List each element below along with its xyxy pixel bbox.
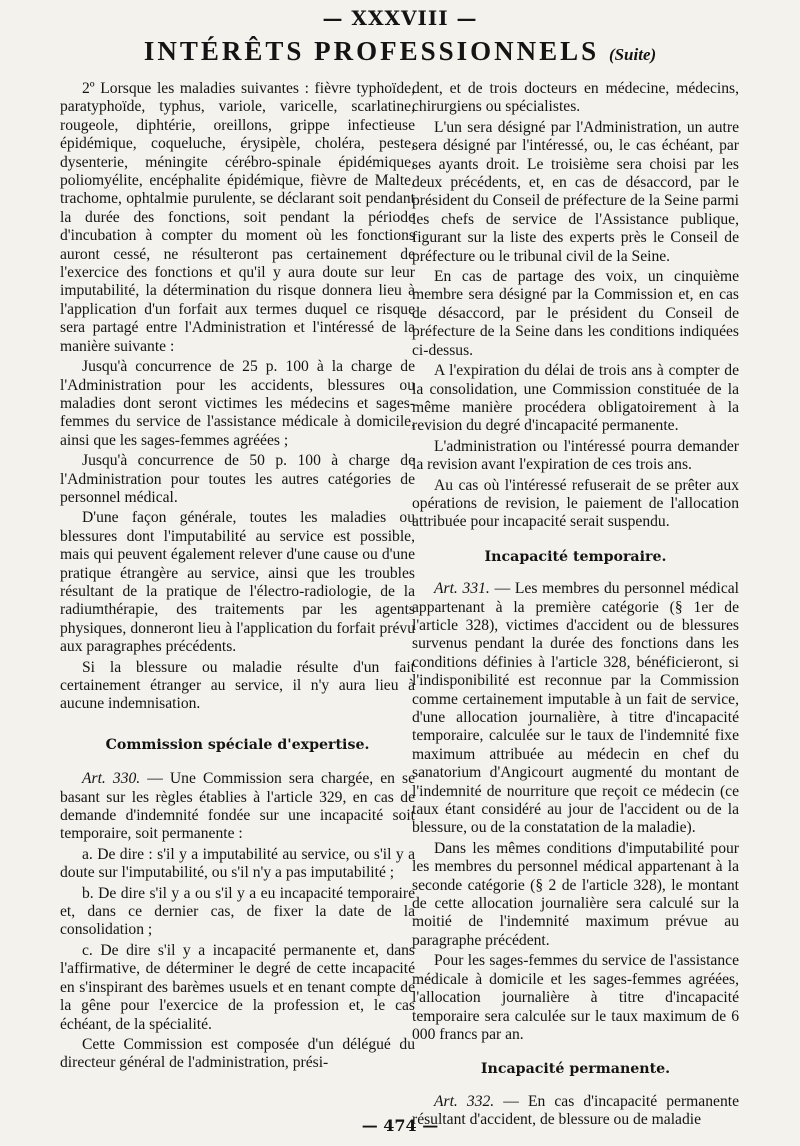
paragraph: Cette Commission est composée d'un délégué du directeur général de l'administration, prési- — [60, 1035, 415, 1072]
page-title — [0, 36, 800, 67]
paragraph: En cas de partage des voix, un cinquième membre sera désigné par la Commission et, en cas de désaccord, par le président du Conseil de préfecture de la Seine dans les conditions indiquées ci-dessus. — [412, 268, 739, 359]
right-column — [412, 80, 739, 1132]
paragraph: A l'expiration du délai de trois ans à compter de la consolidation, une Commission constituée de la même manière procédera obligatoirement à la revision du degré d'incapacité permanente. — [412, 362, 739, 435]
paragraph: L'un sera désigné par l'Administration, un autre sera désigné par l'intéressé, ou, le cas échéant, par ses ayants droit. Le troisième sera choisi par les deux précédents, et, en cas de désaccord, par le président du Conseil de préfecture de la Seine parmi les chefs de service de l'Assistance publique, figurant sur la liste des experts près le Conseil de préfecture ou le tribunal civil de la Seine. — [412, 118, 739, 265]
paragraph: dent, et de trois docteurs en médecine, médecins, chirurgiens ou spécialistes. — [412, 80, 739, 116]
page-number-bottom: — 474 — — [361, 1116, 439, 1135]
article-text: — En cas d'incapacité permanente résultant d'accident, de blessure ou de maladie — [412, 1092, 739, 1129]
paragraph: D'une façon générale, toutes les maladies ou blessures dont l'imputabilité au service est possible, mais qui peuvent également relever d'une cause ou d'une pratique étrangère au service, ainsi que les troubles résultant de la pratique de l'électro-radiologie, de la radiumthérapie, des traitements par les agents physiques, donneront lieu à l'application du forfait prévu aux paragraphes précédents. — [60, 509, 415, 656]
article-paragraph — [60, 770, 415, 844]
page-title-text: INTÉRÊTS PROFESSIONNELS — [143, 36, 600, 66]
page-title-suffix: (Suite) — [608, 45, 657, 64]
article-text: — Une Commission sera chargée, en se basant sur les règles établies à l'article 329, en cas de demande d'indemnité fondée sur une incapacité soit temporaire, soit permanente : — [60, 770, 415, 843]
article-number: Art. 331. — [434, 580, 490, 598]
paragraph: Jusqu'à concurrence de 25 p. 100 à la charge de l'Administration pour les accidents, blessures ou maladies dont seront victimes les médecins et sages-femmes du service de l'assistance médicale à domicile, ainsi que les sages-femmes agréées ; — [60, 358, 415, 449]
list-item: c. De dire s'il y a incapacité permanente et, dans l'affirmative, de déterminer le degré de cette incapacité en s'inspirant des barèmes usuels et en tenant compte de la gêne pour l'exercice de la profession et, le cas échéant, de la spécialité. — [60, 941, 415, 1033]
list-item: a. De dire : s'il y a imputabilité au service, ou s'il y a doute sur l'imputabilité, ou s'il n'y a pas imputabilité ; — [60, 845, 415, 882]
section-heading: Commission spéciale d'expertise. — [105, 736, 370, 753]
paragraph: L'administration ou l'intéressé pourra demander la revision avant l'expiration de ces trois ans. — [412, 437, 739, 474]
left-column — [60, 80, 415, 1075]
article-number: Art. 330. — [82, 770, 141, 788]
article-text: — Les membres du personnel médical appartenant à la première catégorie (§ 1er de l'article 328), victimes d'accident ou de blessures survenus pendant la durée des fonctions dans les conditions définies à l'article 328, bénéficieront, si l'indisponibilité est reconnue par la Commission comme certainement imputable à un fait de service, d'une allocation journalière, à titre d'incapacité temporaire, calculée sur le taux de l'indemnité fixe maximum attribuée au médecin en chef du sanatorium d'Angicourt augmenté du montant de l'indemnité de nourriture que reçoit ce médecin (ce taux étant considéré au jour de l'accident ou de la blessure, ou de la constatation de la maladie). — [412, 580, 740, 837]
article-number: Art. 332. — [434, 1092, 495, 1110]
paragraph: Pour les sages-femmes du service de l'assistance médicale à domicile et les sages-femmes agréées, l'allocation journalière à titre d'incapacité temporaire sera calculée sur le taux maximum de 6 000 francs par an. — [412, 952, 739, 1043]
section-heading: Incapacité temporaire. — [484, 548, 667, 565]
paragraph: Si la blessure ou maladie résulte d'un fait certainement étranger au service, il n'y aura lieu à aucune indemnisation. — [60, 658, 415, 713]
page-number-top: — XXXVIII — — [322, 6, 478, 30]
article-paragraph — [412, 580, 739, 838]
paragraph: Dans les mêmes conditions d'imputabilité pour les membres du personnel médical appartenant à la seconde catégorie (§ 2 de l'article 328), le montant de cette allocation journalière sera calculé sur la moitié de l'indemnité maximum prévue au paragraphe précédent. — [412, 839, 739, 949]
section-heading: Incapacité permanente. — [480, 1061, 671, 1078]
paragraph: 2º Lorsque les maladies suivantes : fièvre typhoïde, paratyphoïde, typhus, variole, varicelle, scarlatine, rougeole, diphtérie, oreillons, grippe infectieuse épidémique, coqueluche, érysipèle, choléra, peste, dysenterie, méningite cérébro-spinale épidémique, poliomyélite, encéphalite épidémique, fièvre de Malte, trachome, ophtalmie purulente, se déclarant soit pendant la durée des fonctions, soit pendant la période d'incubation à compter du moment où les fonctions auront cessé, ne résulteront pas certainement de l'exercice des fonctions et qu'il y aura doute sur leur imputabilité, la détermination du risque donnera lieu à l'application d'un forfait aux termes duquel ce risque sera partagé entre l'Administration et l'intéressé de la manière suivante : — [60, 80, 415, 355]
paragraph: Jusqu'à concurrence de 50 p. 100 à charge de l'Administration pour toutes les autres catégories de personnel médical. — [60, 452, 415, 506]
paragraph: Au cas où l'intéressé refuserait de se prêter aux opérations de revision, le paiement de l'allocation attribuée pour incapacité serait suspendu. — [412, 476, 739, 531]
list-item: b. De dire s'il y a ou s'il y a eu incapacité temporaire et, dans ce dernier cas, de fixer la date de la consolidation ; — [60, 884, 415, 939]
